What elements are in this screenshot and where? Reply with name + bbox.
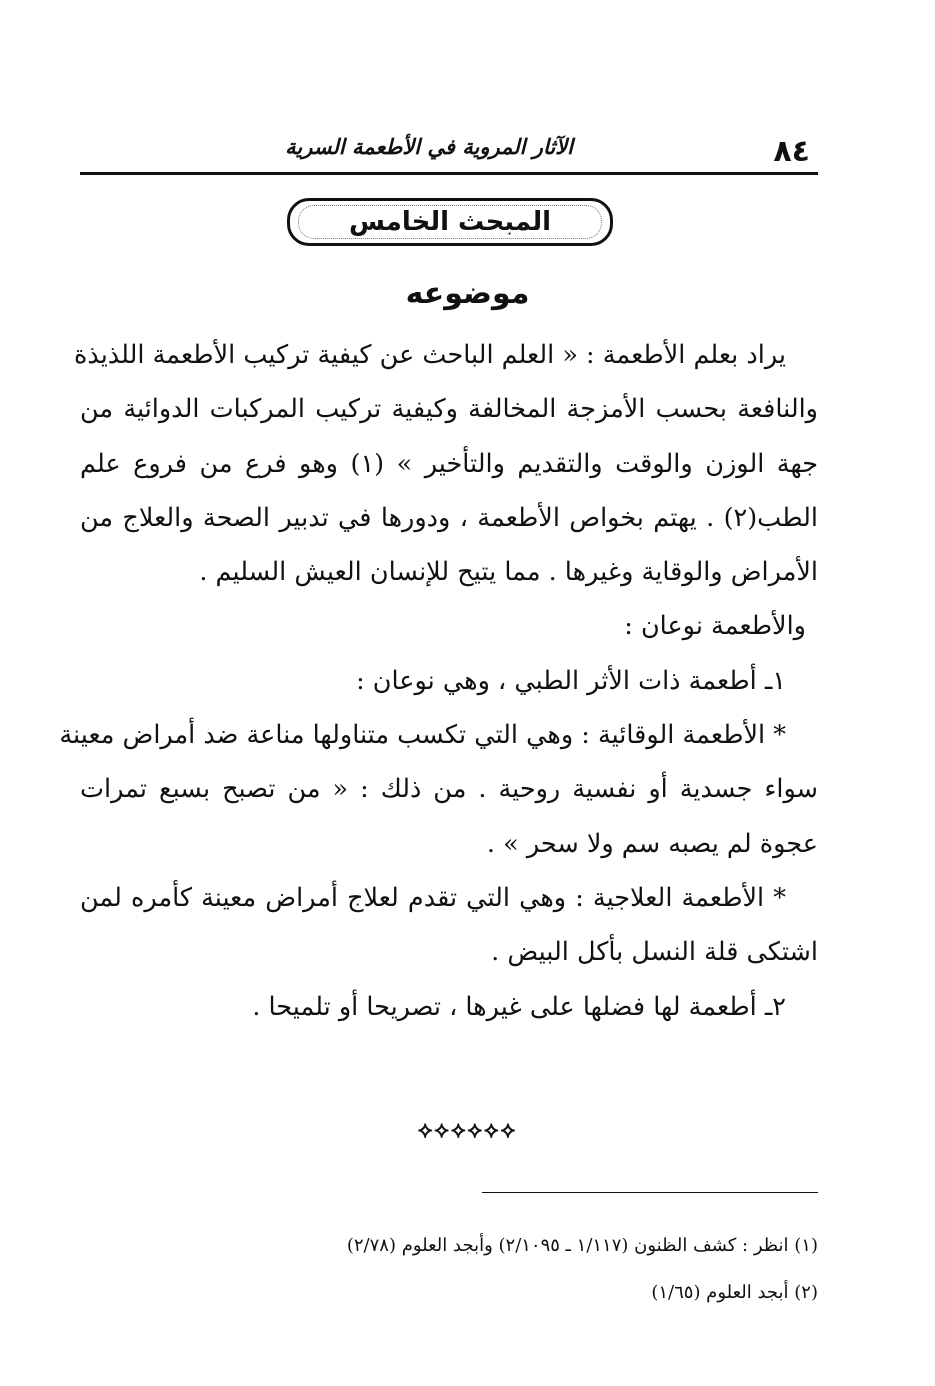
body-line: * الأطعمة العلاجية : وهي التي تقدم لعلاج أمراض معينة كأمره لمن — [80, 882, 786, 913]
body-line: ١ـ أطعمة ذات الأثر الطبي ، وهي نوعان : — [356, 665, 786, 696]
body-line: ٢ـ أطعمة لها فضلها على غيرها ، تصريحا أو تلميحا . — [252, 991, 786, 1022]
body-line: سواء جسدية أو نفسية روحية . من ذلك : « من تصبح بسبع تمرات — [80, 774, 818, 805]
body-line: * الأطعمة الوقائية : وهي التي تكسب متناولها مناعة ضد أمراض معينة — [59, 720, 786, 751]
page-number: ٨٤ — [773, 134, 810, 169]
footnotes — [80, 1222, 818, 1316]
body-line: والأطعمة نوعان : — [624, 611, 806, 642]
body-line: عجوة لم يصبه سم ولا سحر » . — [486, 828, 818, 859]
body-text — [59, 328, 819, 1034]
running-title: الآثار المروية في الأطعمة السرية — [285, 134, 573, 159]
footnote-separator — [482, 1192, 818, 1193]
body-line: الأمراض والوقاية وغيرها . مما يتيح للإنسان العيش السليم . — [199, 557, 818, 588]
page-header — [80, 120, 818, 175]
subject-title: موضوعه — [405, 276, 530, 311]
section-title: المبحث الخامس — [348, 207, 552, 237]
body-line: جهة الوزن والوقت والتقديم والتأخير » (١) وهو فرع من فروع علم — [80, 448, 819, 479]
body-line: والنافعة بحسب الأمزجة المخالفة وكيفية تركيب المركبات الدوائية من — [80, 394, 818, 425]
footnote: (١) انظر : كشف الظنون (١/١١٧ ـ ٢/١٠٩٥) وأبجد العلوم (٢/٧٨) — [346, 1235, 818, 1256]
ornament-divider: ⟡⟡⟡⟡⟡⟡ — [417, 1118, 518, 1143]
body-line: يراد بعلم الأطعمة : « العلم الباحث عن كيفية تركيب الأطعمة اللذيذة — [73, 340, 786, 370]
body-line: اشتكى قلة النسل بأكل البيض . — [491, 937, 818, 968]
body-line: الطب(٢) . يهتم بخواص الأطعمة ، ودورها في تدبير الصحة والعلاج من — [80, 502, 818, 533]
footnote: (٢) أبجد العلوم (١/٦٥) — [651, 1282, 818, 1303]
section-heading-box — [287, 198, 613, 246]
